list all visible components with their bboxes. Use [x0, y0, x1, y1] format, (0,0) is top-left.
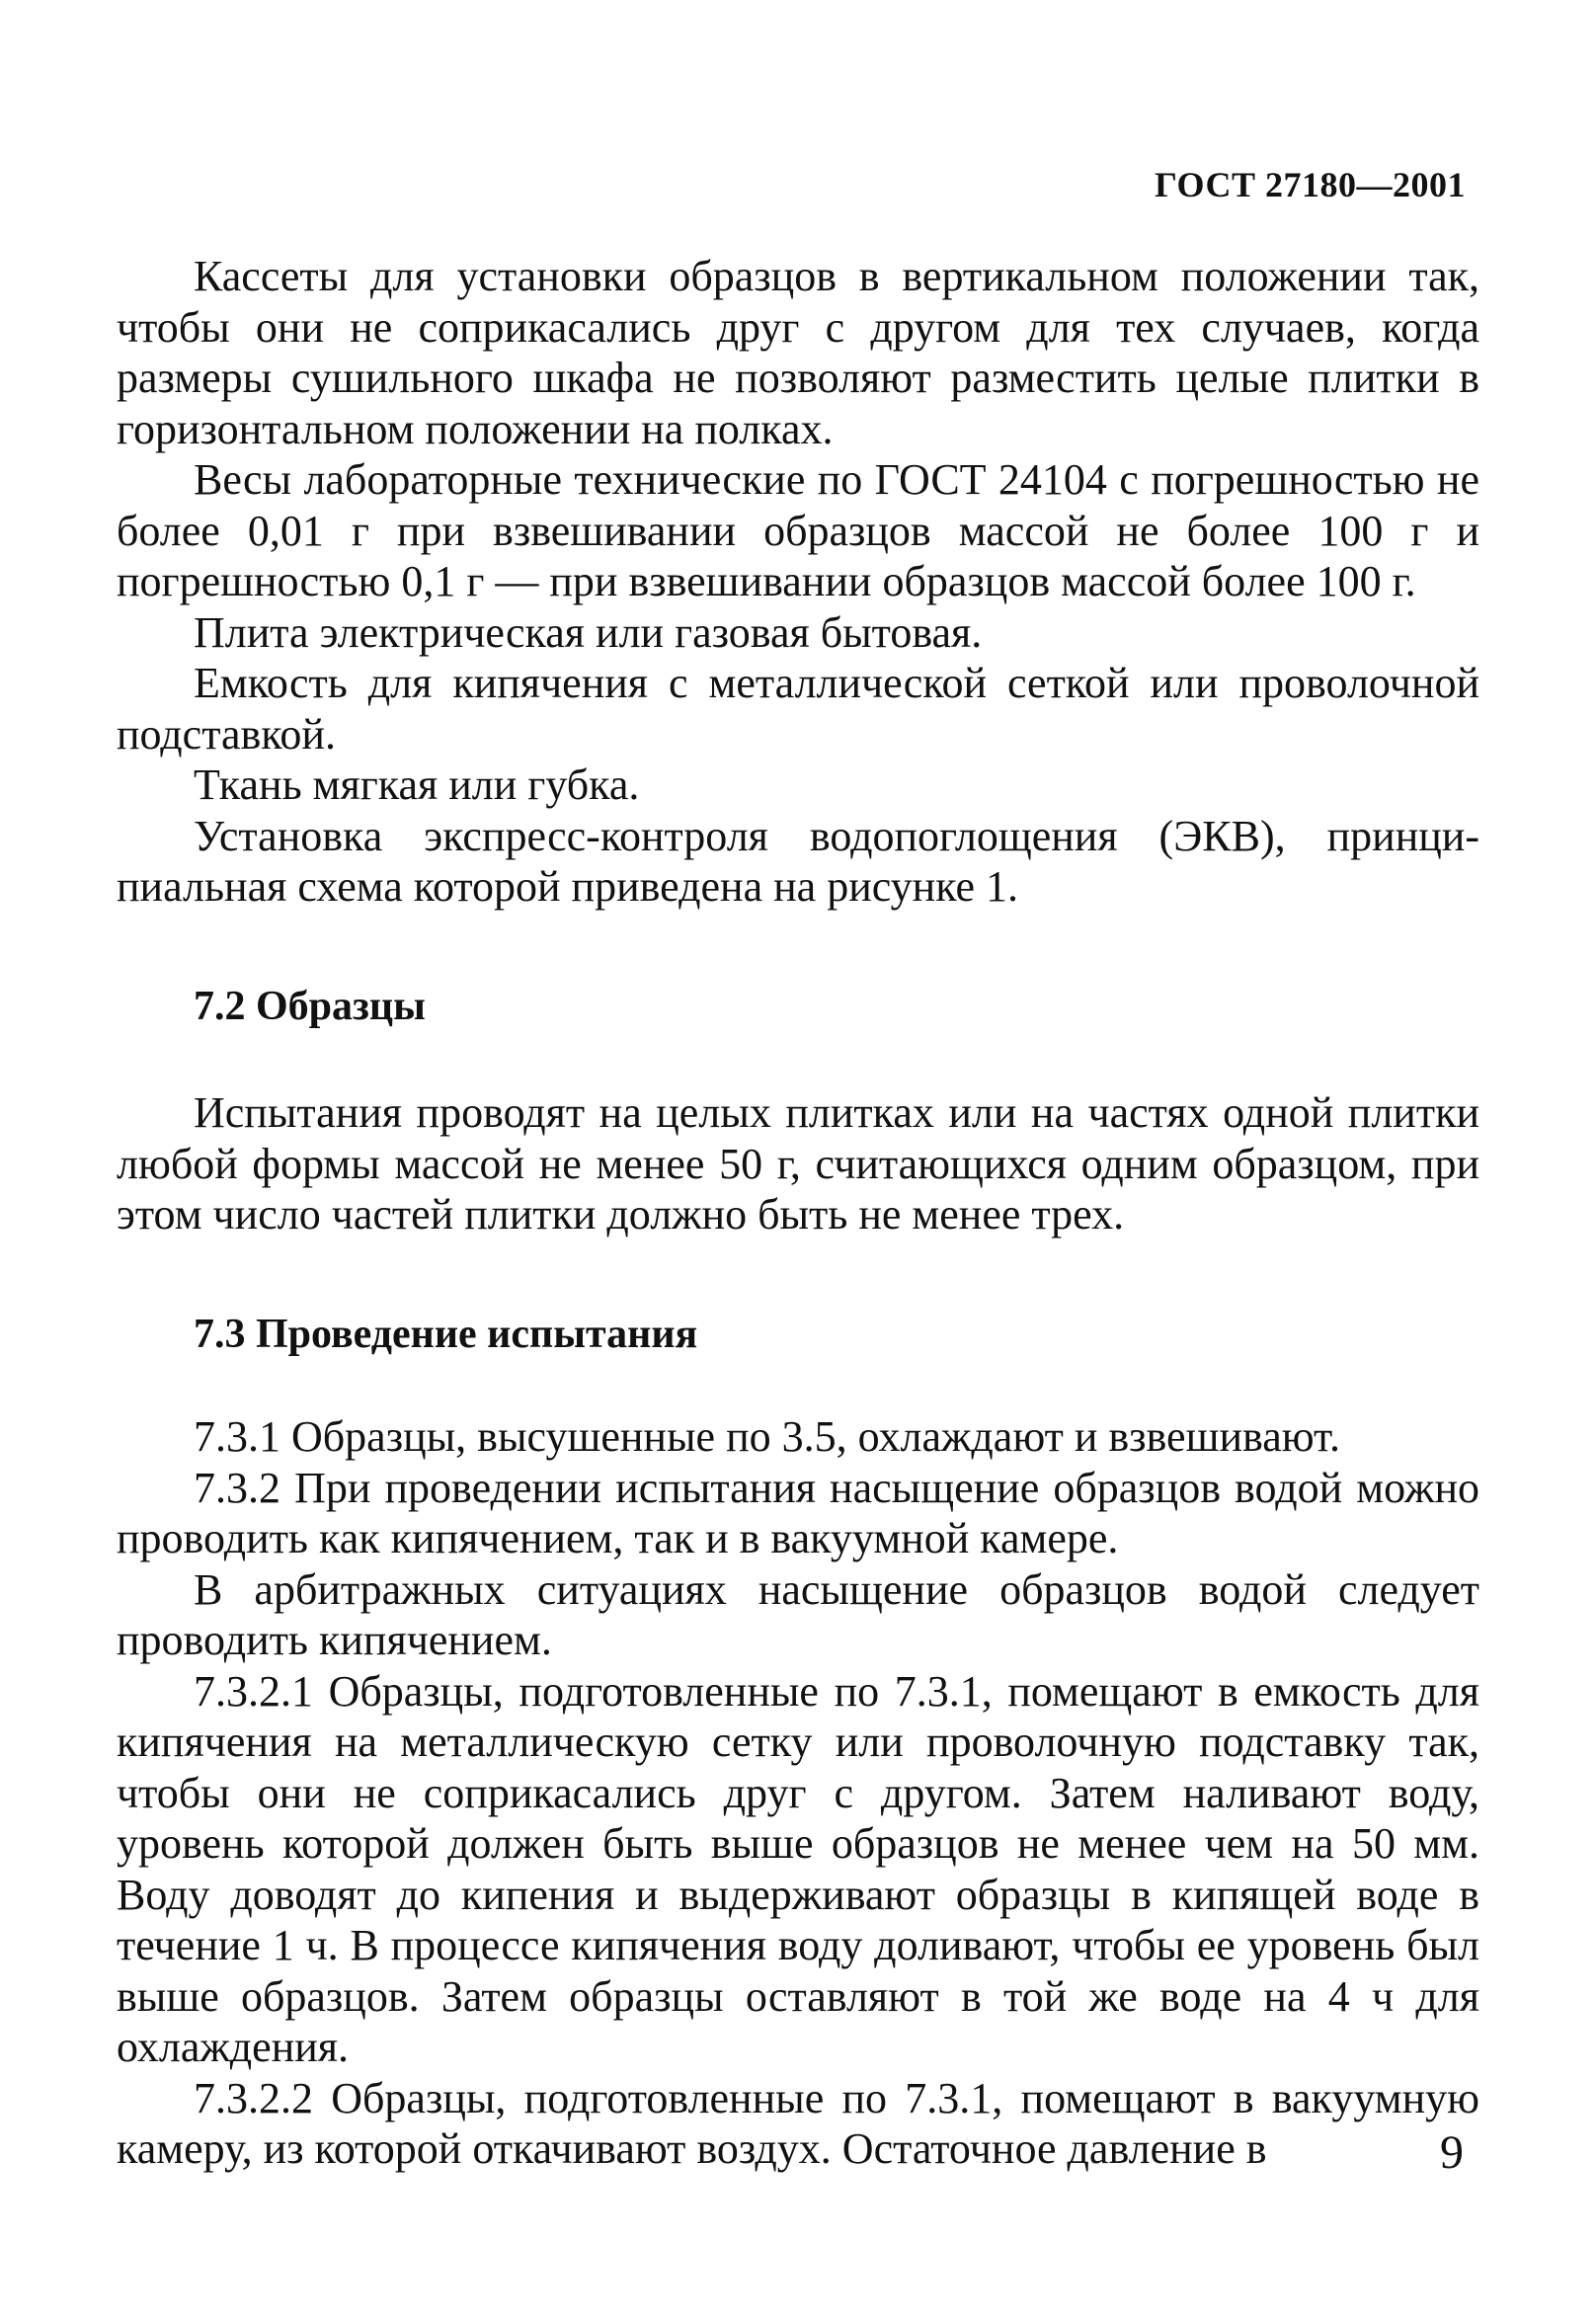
paragraph: Испытания проводят на целых плитках или на частях одной плитки любой формы массой не менее 50 г, считающихся одним образцом, при этом число частей плитки должно быть не менее трех.	[117, 1088, 1479, 1239]
section-title-7-2: 7.2 Образцы	[194, 983, 426, 1029]
paragraph: 7.3.2.1 Образцы, подготовленные по 7.3.1, помещают в емкость для кипячения на металлическую сетку или проволочную подставку так, чтобы они не соприкасались друг с другом. Затем наливают воду, уровень которой должен быть выше образцов не менее чем на 50 мм. Воду доводят до кипения и выдерживают образцы в кипящей воде в течение 1 ч. В процессе кипячения воду доливают, чтобы ее уровень был выше образцов. Затем образцы оставляют в той же воде на 4 ч для охлаждения.	[117, 1666, 1479, 2071]
paragraph: Установка экспресс-контроля водопоглощения (ЭКВ), принципиальная схема которой приведена на рисунке 1.	[117, 811, 1479, 911]
document-header: ГОСТ 27180—2001	[1155, 165, 1466, 204]
paragraph: В арбитражных ситуациях насыщение образцов водой следует проводить кипячением.	[117, 1564, 1479, 1664]
paragraph: 7.3.1 Образцы, высушенные по 3.5, охлаждают и взвешивают.	[194, 1412, 1340, 1461]
paragraph: 7.3.2.2 Образцы, подготовленные по 7.3.1, помещают в вакуумную камеру, из которой откачивают воздух. Остаточное давление в	[117, 2073, 1479, 2173]
section-title-7-3: 7.3 Проведение испытания	[194, 1311, 698, 1357]
paragraph: Ткань мягкая или губка.	[194, 760, 640, 809]
document-body	[117, 251, 1479, 2175]
paragraph: 7.3.2 При проведении испытания насыщение образцов водой можно проводить как кипячением, так и в вакуумной камере.	[117, 1463, 1479, 1562]
paragraph: Кассеты для установки образцов в вертикальном положении так, чтобы они не соприкасались друг с другом для тех случаев, когда размеры сушильного шкафа не позволяют разместить целые плитки в горизонтальном положении на полках.	[117, 252, 1479, 453]
page-number: 9	[1440, 2126, 1464, 2179]
paragraph: Плита электрическая или газовая бытовая.	[194, 607, 983, 657]
paragraph: Весы лабораторные технические по ГОСТ 24104 с погрешностью не более 0,01 г при взвешивании образцов массой не более 100 г и погрешностью 0,1 г — при взвешивании образцов массой более 100 г.	[117, 455, 1479, 605]
paragraph: Емкость для кипячения с металлической сеткой или проволочной подставкой.	[117, 659, 1479, 759]
